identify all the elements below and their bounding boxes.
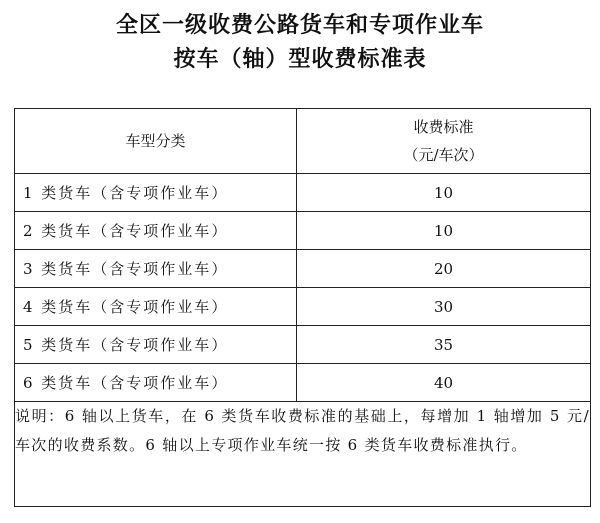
note-row <box>15 402 591 507</box>
table-row <box>15 250 591 288</box>
fee-cell: 30 <box>297 288 591 326</box>
fee-cell: 35 <box>297 326 591 364</box>
vehicle-type-cell: 1 类货车（含专项作业车） <box>15 174 297 212</box>
fee-cell: 40 <box>297 364 591 402</box>
vehicle-type-header: 车型分类 <box>15 109 297 174</box>
note-text: 说明：6 轴以上货车，在 6 类货车收费标准的基础上，每增加 1 轴增加 5 元/车次的收费系数。6 轴以上专项作业车统一按 6 类货车收费标准执行。 <box>15 402 591 507</box>
vehicle-type-cell: 6 类货车（含专项作业车） <box>15 364 297 402</box>
fee-standard-header-label: 收费标准 <box>413 118 474 136</box>
fee-cell: 10 <box>297 212 591 250</box>
fee-standard-header-unit: （元/车次） <box>403 146 484 164</box>
table-row <box>15 288 591 326</box>
table-header-row <box>15 109 591 174</box>
vehicle-type-cell: 2 类货车（含专项作业车） <box>15 212 297 250</box>
page-subtitle: 按车（轴）型收费标准表 <box>173 47 427 72</box>
fee-standard-header <box>297 109 591 174</box>
vehicle-type-cell: 5 类货车（含专项作业车） <box>15 326 297 364</box>
table-row <box>15 212 591 250</box>
table-row <box>15 326 591 364</box>
vehicle-type-cell: 4 类货车（含专项作业车） <box>15 288 297 326</box>
fee-table <box>14 108 591 507</box>
vehicle-type-cell: 3 类货车（含专项作业车） <box>15 250 297 288</box>
table-row <box>15 364 591 402</box>
page-title: 全区一级收费公路货车和专项作业车 <box>115 13 484 38</box>
fee-cell: 10 <box>297 174 591 212</box>
table-row <box>15 174 591 212</box>
fee-cell: 20 <box>297 250 591 288</box>
